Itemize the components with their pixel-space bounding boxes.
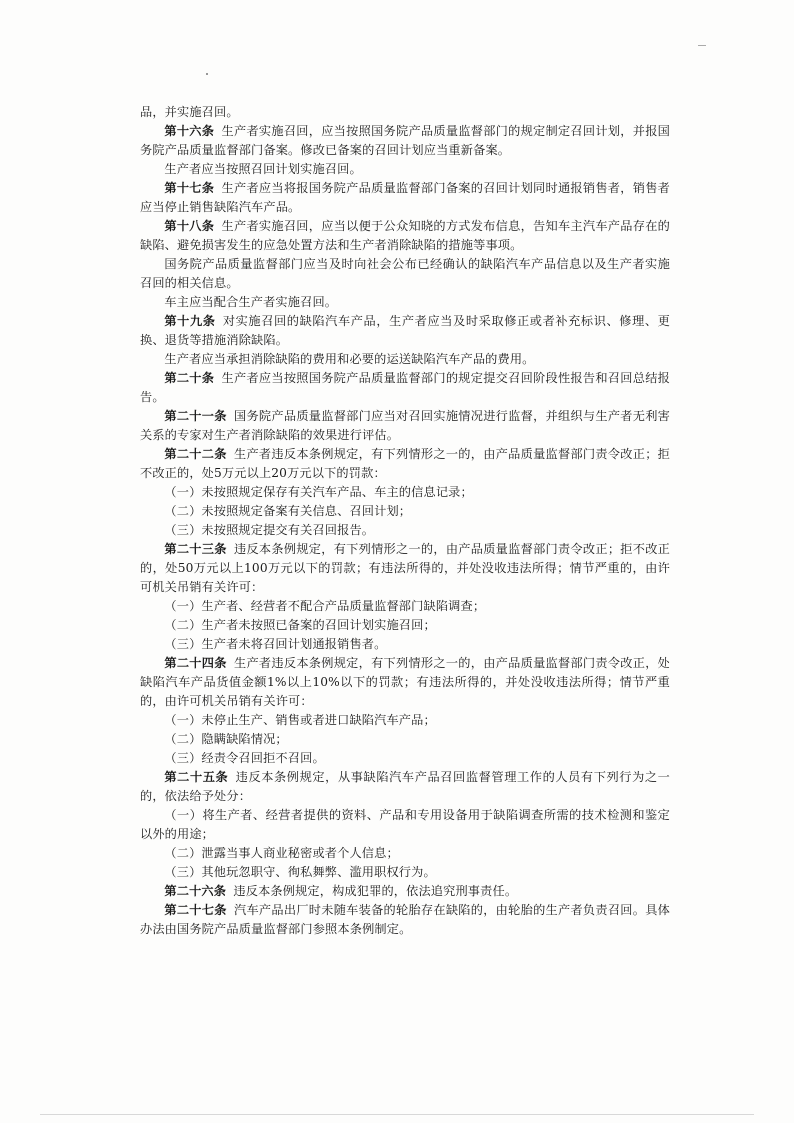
paragraph [140,122,670,160]
list-item [140,730,670,749]
paragraph [140,369,670,407]
list-item [140,863,670,882]
list-item [140,502,670,521]
list-item-text: （二）隐瞒缺陷情况； [164,732,288,746]
paragraph [140,217,670,255]
list-item [140,711,670,730]
paragraph-text: 对实施召回的缺陷汽车产品，生产者应当及时采取修正或者补充标识、修理、更换、退货等措施消除缺陷。 [140,314,670,347]
paragraph-text: 生产者应当将报国务院产品质量监督部门备案的召回计划同时通报销售者，销售者应当停止销售缺陷汽车产品。 [140,181,670,214]
paragraph-text: 品，并实施召回。 [140,105,239,119]
paragraph [140,407,670,445]
list-item-text: （一）生产者、经营者不配合产品质量监督部门缺陷调查； [164,599,486,613]
paragraph [140,445,670,483]
paragraph [140,255,670,293]
paragraph-text: 生产者实施召回，应当按照国务院产品质量监督部门的规定制定召回计划，并报国务院产品质量监督部门备案。修改已备案的召回计划应当重新备案。 [140,124,670,157]
article-number: 第十六条 [164,124,215,138]
paragraph-text: 车主应当配合生产者实施召回。 [164,295,338,309]
article-number: 第二十四条 [164,656,227,670]
scan-edge-mark [698,45,706,46]
paragraph-text: 国务院产品质量监督部门应当对召回实施情况进行监督，并组织与生产者无利害关系的专家对生产者消除缺陷的效果进行评估。 [140,409,671,442]
paragraph-text: 生产者应当按照召回计划实施召回。 [164,162,362,176]
list-item [140,483,670,502]
list-item-text: （三）未按照规定提交有关召回报告。 [164,523,375,537]
list-item [140,844,670,863]
paragraph [140,768,670,806]
list-item [140,597,670,616]
list-item-text: （一）未按照规定保存有关汽车产品、车主的信息记录； [164,485,473,499]
article-number: 第二十五条 [164,770,229,784]
article-number: 第十八条 [164,219,215,233]
list-item [140,749,670,768]
article-number: 第二十条 [164,371,215,385]
list-item-text: （二）未按照规定备案有关信息、召回计划； [164,504,412,518]
list-item-text: （二）生产者未按照已备案的召回计划实施召回； [164,618,436,632]
paragraph [140,350,670,369]
paragraph [140,179,670,217]
paragraph [140,293,670,312]
article-number: 第二十一条 [164,409,227,423]
paragraph [140,103,670,122]
paragraph-text: 生产者违反本条例规定，有下列情形之一的，由产品质量监督部门责令改正；拒不改正的，处5万元以上20万元以下的罚款： [140,447,671,480]
list-item-text: （三）生产者未将召回计划通报销售者。 [164,637,387,651]
paragraph-text: 国务院产品质量监督部门应当及时向社会公布已经确认的缺陷汽车产品信息以及生产者实施召回的相关信息。 [140,257,670,290]
list-item [140,616,670,635]
paragraph-text: 生产者应当按照国务院产品质量监督部门的规定提交召回阶段性报告和召回总结报告。 [140,371,670,404]
paragraph [140,882,670,901]
article-number: 第十七条 [164,181,215,195]
list-item-text: （三）其他玩忽职守、徇私舞弊、滥用职权行为。 [164,865,436,879]
list-item-text: （三）经责令召回拒不召回。 [164,751,325,765]
article-number: 第十九条 [164,314,216,328]
scan-speck [206,73,208,75]
article-number: 第二十六条 [164,884,227,898]
paragraph [140,312,670,350]
paragraph [140,901,670,939]
paragraph [140,540,670,597]
article-number: 第二十七条 [164,903,227,917]
paragraph-text: 生产者违反本条例规定，有下列情形之一的，由产品质量监督部门责令改正，处缺陷汽车产品货值金额1%以上10%以下的罚款；有违法所得的，并处没收违法所得；情节严重的，由许可机关吊销有关许可： [140,656,671,708]
paragraph [140,160,670,179]
paragraph-text: 违反本条例规定，有下列情形之一的，由产品质量监督部门责令改正；拒不改正的，处50万元以上100万元以下的罚款；有违法所得的，并处没收违法所得；情节严重的，由许可机关吊销有关许可： [140,542,671,594]
scan-bottom-edge [40,1114,754,1115]
list-item [140,521,670,540]
list-item [140,635,670,654]
list-item-text: （一）将生产者、经营者提供的资料、产品和专用设备用于缺陷调查所需的技术检测和鉴定以外的用途； [140,808,670,841]
paragraph-text: 违反本条例规定，构成犯罪的，依法追究刑事责任。 [233,884,518,898]
paragraph-text: 生产者应当承担消除缺陷的费用和必要的运送缺陷汽车产品的费用。 [164,352,535,366]
list-item-text: （二）泄露当事人商业秘密或者个人信息； [164,846,399,860]
article-number: 第二十二条 [164,447,227,461]
paragraph-text: 违反本条例规定，从事缺陷汽车产品召回监督管理工作的人员有下列行为之一的，依法给予处分： [140,770,671,803]
document-body [140,103,670,939]
article-number: 第二十三条 [164,542,227,556]
paragraph-text: 生产者实施召回，应当以便于公众知晓的方式发布信息，告知车主汽车产品存在的缺陷、避免损害发生的应急处置方法和生产者消除缺陷的措施等事项。 [140,219,670,252]
list-item-text: （一）未停止生产、销售或者进口缺陷汽车产品； [164,713,436,727]
paragraph [140,654,670,711]
list-item [140,806,670,844]
paragraph-text: 汽车产品出厂时未随车装备的轮胎存在缺陷的，由轮胎的生产者负责召回。具体办法由国务院产品质量监督部门参照本条例制定。 [140,903,671,936]
